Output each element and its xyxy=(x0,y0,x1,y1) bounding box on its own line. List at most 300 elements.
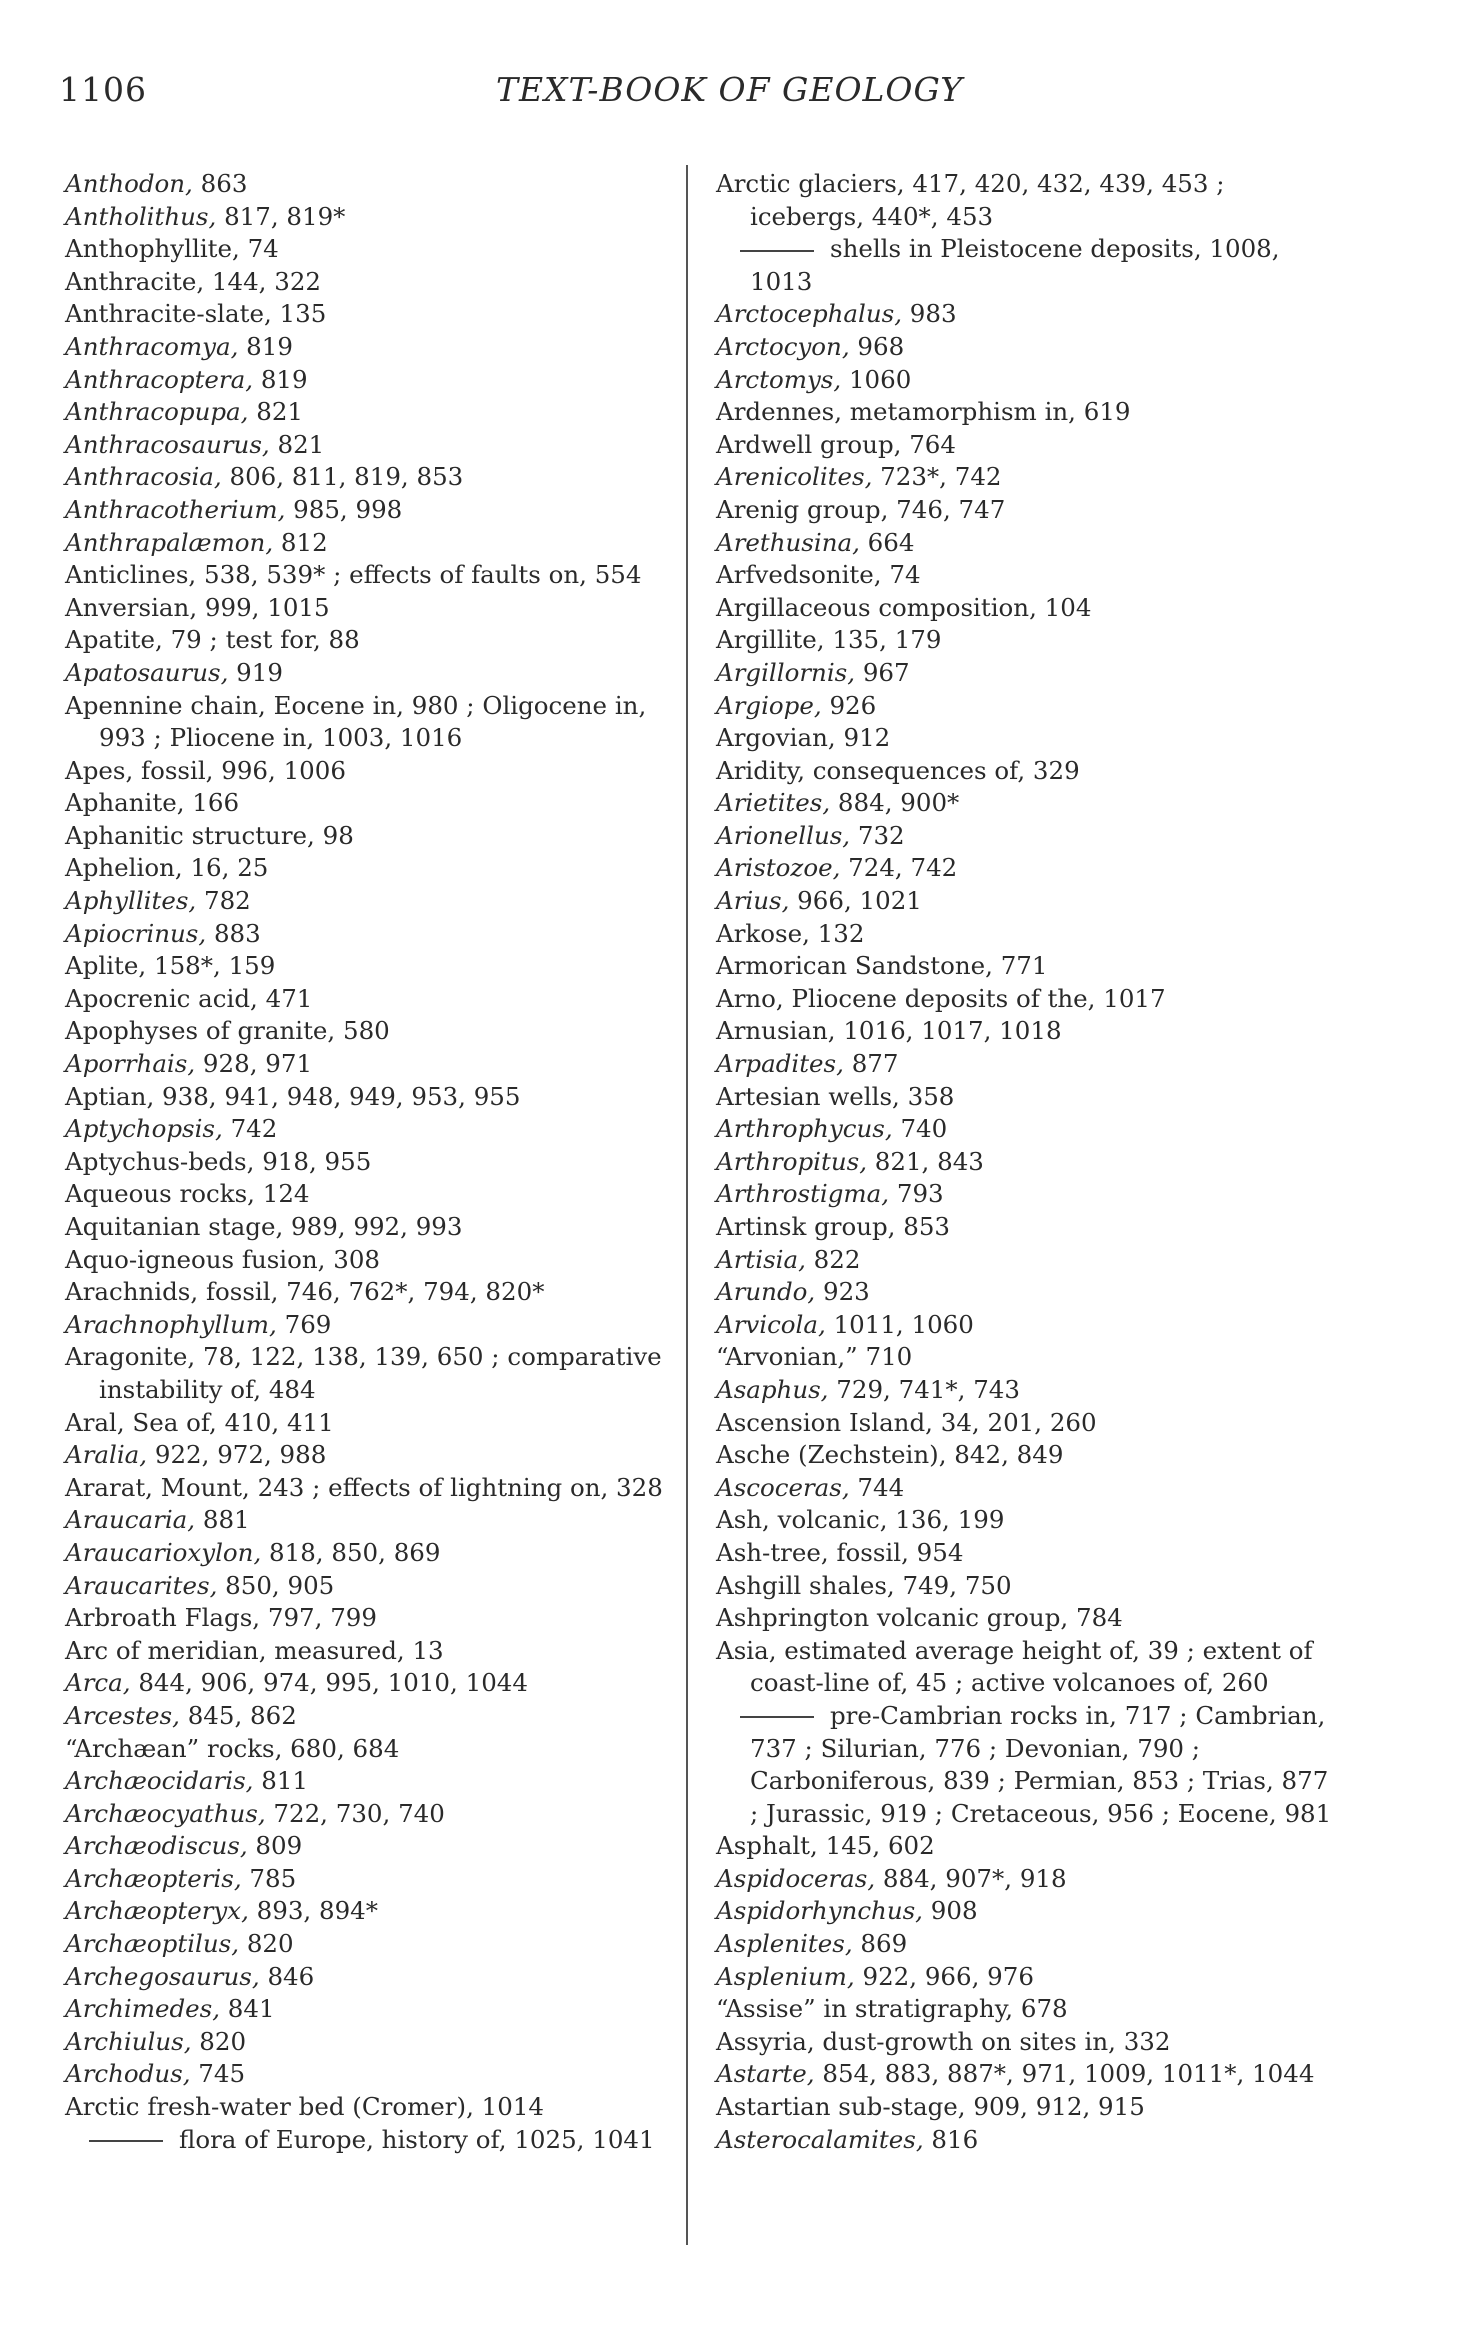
entry-references: 985, 998 xyxy=(285,494,403,524)
entry-heading: Ashgill shales, xyxy=(716,1570,895,1600)
index-entry xyxy=(716,527,1341,560)
entry-references: shells in Pleistocene deposits, 1008, 1013 xyxy=(750,234,1280,296)
entry-heading: Ardennes, xyxy=(716,397,843,427)
entry-references: 124 xyxy=(254,1179,310,1209)
entry-heading: Archæopteryx, xyxy=(65,1896,249,1926)
entry-heading: Aristozoe, xyxy=(716,853,841,883)
entry-references: 746, 747 xyxy=(888,494,1006,524)
entry-references: 74 xyxy=(881,560,921,590)
entry-heading: Asphalt, xyxy=(716,1831,818,1861)
index-entry xyxy=(65,1830,670,1863)
entry-references: 918, 955 xyxy=(254,1146,372,1176)
entry-references: 968 xyxy=(849,331,905,361)
index-entry xyxy=(716,1830,1341,1863)
entry-heading: Arietites, xyxy=(716,788,831,818)
entry-heading: Archodus, xyxy=(65,2059,191,2089)
index-entry xyxy=(65,233,670,266)
entry-references: 893, 894* xyxy=(248,1896,379,1926)
entry-heading: Aqueous rocks, xyxy=(65,1179,255,1209)
index-entry xyxy=(65,950,670,983)
entry-heading: Arca, xyxy=(65,1668,131,1698)
entry-heading: Ararat, xyxy=(65,1472,153,1502)
entry-references: 16, 25 xyxy=(182,853,269,883)
entry-references: 818, 850, 869 xyxy=(261,1537,441,1567)
index-entry xyxy=(65,1211,670,1244)
entry-heading: Aptychus-beds, xyxy=(65,1146,255,1176)
entry-references: 729, 741*, 743 xyxy=(828,1374,1020,1404)
entry-references: 877 xyxy=(843,1049,899,1079)
entry-references: 784 xyxy=(1068,1603,1123,1633)
entry-heading: Argovian, xyxy=(716,723,836,753)
entry-heading: “Archæan” xyxy=(65,1733,200,1763)
entry-references: 908 xyxy=(922,1896,978,1926)
entry-heading: Apocrenic acid, xyxy=(65,983,258,1013)
entry-references: 417, 420, 432, 439, 453 ; icebergs, 440*, 453 xyxy=(750,169,1225,231)
entry-heading: Arctic fresh-water bed xyxy=(65,2092,345,2122)
entry-heading: Aptian, xyxy=(65,1081,155,1111)
index-entry xyxy=(65,364,670,397)
entry-heading: Ascension Island, xyxy=(716,1407,933,1437)
entry-heading: Arthrophycus, xyxy=(716,1114,893,1144)
entry-references: rocks, 680, 684 xyxy=(199,1733,400,1763)
entry-heading: Argiope, xyxy=(716,690,822,720)
page-header xyxy=(0,70,1459,120)
entry-heading: Archæopteris, xyxy=(65,1863,242,1893)
entry-heading: Anthracosaurus, xyxy=(65,429,270,459)
entry-references: 841 xyxy=(220,1994,275,2024)
entry-references: 144, 322 xyxy=(204,266,321,296)
running-title: TEXT-BOOK OF GEOLOGY xyxy=(495,70,964,109)
entry-heading: Aquitanian stage, xyxy=(65,1212,284,1241)
index-entry xyxy=(716,1048,1341,1081)
entry-heading: Anthracite-slate, xyxy=(65,299,272,329)
entry-heading: Anthracopupa, xyxy=(65,397,249,427)
entry-references: 769 xyxy=(276,1309,332,1339)
entry-references: measured, 13 xyxy=(266,1635,444,1665)
index-entry xyxy=(65,1439,670,1472)
entry-references: 883 xyxy=(206,918,261,948)
entry-references: fossil, 954 xyxy=(828,1537,964,1567)
entry-references: 1011, 1060 xyxy=(825,1309,974,1339)
index-entry xyxy=(716,787,1341,820)
entry-references: 1016, 1017, 1018 xyxy=(835,1016,1062,1046)
entry-references: 816 xyxy=(923,2124,979,2154)
entry-heading: Arfvedsonite, xyxy=(716,560,882,590)
index-entry xyxy=(65,1178,670,1211)
entry-references: 806, 811, 819, 853 xyxy=(221,462,464,492)
index-entry xyxy=(65,559,670,592)
index-column-right xyxy=(716,168,1341,2156)
entry-references: 922, 972, 988 xyxy=(147,1440,327,1470)
entry-heading: Araucaria, xyxy=(65,1505,196,1535)
index-entry xyxy=(65,1537,670,1570)
entry-references: 710 xyxy=(857,1342,913,1372)
entry-references: 797, 799 xyxy=(260,1603,377,1633)
entry-heading: Asplenium, xyxy=(716,1961,855,1991)
entry-heading: Argillite, xyxy=(716,625,825,655)
entry-references: 135, 179 xyxy=(824,625,942,655)
index-entry xyxy=(65,331,670,364)
index-entry xyxy=(716,885,1341,918)
entry-references: 938, 941, 948, 949, 953, 955 xyxy=(154,1081,521,1111)
index-entry xyxy=(716,2026,1341,2059)
index-entry xyxy=(716,1015,1341,1048)
entry-references: 821 xyxy=(269,429,325,459)
index-entry xyxy=(716,1863,1341,1896)
entry-heading: Aridity, xyxy=(716,755,805,785)
index-entry xyxy=(716,331,1341,364)
index-entry xyxy=(716,1993,1341,2026)
entry-references: 782 xyxy=(196,886,251,916)
entry-heading: Araucarioxylon, xyxy=(65,1537,262,1567)
entry-heading: Anthracotherium, xyxy=(65,494,286,524)
entry-heading: Arthrostigma, xyxy=(716,1179,890,1209)
entry-references: 158*, 159 xyxy=(146,951,276,981)
index-entry xyxy=(716,1211,1341,1244)
entry-references: 742 xyxy=(222,1114,278,1144)
index-entry xyxy=(65,624,670,657)
entry-heading: Archæoptilus, xyxy=(65,1929,240,1959)
index-entry xyxy=(716,1504,1341,1537)
entry-references: 538, 539* ; effects of faults on, 554 xyxy=(196,560,642,590)
entry-references: 78, 122, 138, 139, 650 ; comparative instability of, 484 xyxy=(99,1342,662,1404)
index-entry xyxy=(716,559,1341,592)
index-entry xyxy=(65,1961,670,1994)
entry-references: in stratigraphy, 678 xyxy=(815,1994,1068,2024)
entry-references: 34, 201, 260 xyxy=(932,1407,1097,1437)
entry-heading: “Assise” xyxy=(716,1994,816,2024)
index-entry xyxy=(65,2026,670,2059)
index-entry xyxy=(65,1276,670,1309)
entry-references: 966, 1021 xyxy=(789,886,922,916)
index-entry xyxy=(65,1309,670,1342)
index-entry xyxy=(716,1146,1341,1179)
entry-heading: Apennine chain, xyxy=(65,690,266,720)
entry-heading: Arc of meridian, xyxy=(65,1635,267,1665)
entry-references: 811 xyxy=(253,1766,309,1796)
index-entry xyxy=(716,983,1341,1016)
index-entry xyxy=(716,592,1341,625)
entry-references: 854, 883, 887*, 971, 1009, 1011*, 1044 xyxy=(814,2059,1315,2089)
entry-references: fossil, 996, 1006 xyxy=(133,755,346,785)
entry-heading: Archimedes, xyxy=(65,1994,221,2024)
entry-references: (Zechstein), 842, 849 xyxy=(790,1440,1064,1470)
entry-references: Mount, 243 ; effects of lightning on, 328 xyxy=(152,1472,663,1502)
entry-references: 745 xyxy=(190,2059,246,2089)
index-column-left xyxy=(65,168,670,2156)
entry-references: 817, 819* xyxy=(216,201,346,231)
index-entry xyxy=(716,1341,1341,1374)
index-entry xyxy=(65,1570,670,1603)
index-entry xyxy=(716,852,1341,885)
entry-heading: Arvicola, xyxy=(716,1309,826,1339)
entry-heading: Arctocyon, xyxy=(716,331,850,361)
index-entry xyxy=(65,1798,670,1831)
repeat-dash xyxy=(740,250,814,252)
index-entry xyxy=(65,298,670,331)
index-entry xyxy=(716,298,1341,331)
entry-references: 785 xyxy=(241,1863,297,1893)
entry-heading: Anthodon, xyxy=(65,169,193,198)
index-entry xyxy=(65,1146,670,1179)
entry-heading: Anthracoptera, xyxy=(65,364,254,394)
entry-heading: Anthracite, xyxy=(65,266,205,296)
index-entry xyxy=(65,820,670,853)
entry-references: 740 xyxy=(892,1114,948,1144)
index-entry xyxy=(65,1765,670,1798)
entry-heading: Anthophyllite, xyxy=(65,234,240,264)
entry-heading: Aphanitic structure, xyxy=(65,820,315,850)
entry-references: 166 xyxy=(184,788,240,818)
index-entry xyxy=(716,722,1341,755)
entry-references: 821, 843 xyxy=(867,1146,984,1176)
entry-heading: Aplite, xyxy=(65,951,147,981)
entry-references: 850, 905 xyxy=(217,1570,335,1600)
entry-references: 989, 992, 993 xyxy=(283,1212,463,1241)
index-entry xyxy=(65,461,670,494)
entry-references: 809 xyxy=(247,1831,303,1861)
entry-references: 132 xyxy=(809,918,865,948)
index-entry xyxy=(65,787,670,820)
index-entry xyxy=(65,1667,670,1700)
entry-heading: Ascoceras, xyxy=(716,1472,850,1502)
entry-heading: Aragonite, xyxy=(65,1342,196,1372)
entry-heading: Argillaceous composition, xyxy=(716,592,1037,622)
index-entry xyxy=(716,820,1341,853)
entry-heading: Asplenites, xyxy=(716,1929,853,1959)
entry-heading: Arundo, xyxy=(716,1277,816,1307)
index-entry xyxy=(716,2091,1341,2124)
entry-references: 145, 602 xyxy=(817,1831,935,1861)
entry-heading: Anthracomya, xyxy=(65,331,239,361)
entry-heading: Artisia, xyxy=(716,1244,806,1274)
entry-references: (Cromer), 1014 xyxy=(344,2092,544,2122)
entry-references: 723*, 742 xyxy=(872,462,1002,492)
entry-heading: Aporrhais, xyxy=(65,1049,196,1079)
entry-references: 104 xyxy=(1036,592,1092,622)
entry-references: 724, 742 xyxy=(840,853,958,883)
index-entry xyxy=(716,1113,1341,1146)
entry-references: 79 ; test for, 88 xyxy=(162,625,360,655)
entry-references: 928, 971 xyxy=(195,1049,313,1079)
index-entry xyxy=(716,429,1341,462)
index-entry xyxy=(716,1961,1341,1994)
entry-heading: Astarte, xyxy=(716,2059,815,2089)
repeat-dash xyxy=(89,2140,163,2142)
index-entry xyxy=(716,2124,1341,2157)
entry-heading: Aralia, xyxy=(65,1440,148,1470)
entry-heading: Astartian sub-stage, xyxy=(716,2092,966,2122)
index-entry xyxy=(65,1407,670,1440)
entry-heading: Arctomys, xyxy=(716,364,842,394)
index-entry xyxy=(716,233,1341,298)
index-entry xyxy=(65,429,670,462)
entry-references: 912 xyxy=(835,723,891,753)
index-entry xyxy=(716,461,1341,494)
entry-references: 98 xyxy=(314,820,354,850)
entry-references: 999, 1015 xyxy=(197,592,330,622)
index-entry xyxy=(65,1504,670,1537)
entry-heading: Arachnids, xyxy=(65,1277,199,1307)
entry-references: 664 xyxy=(859,527,915,557)
entry-heading: Arthropitus, xyxy=(716,1146,867,1176)
index-entry xyxy=(65,1928,670,1961)
entry-heading: Ardwell group, xyxy=(716,429,902,459)
entry-references: 922, 966, 976 xyxy=(854,1961,1034,1991)
entry-heading: Aral, xyxy=(65,1407,125,1437)
index-entry xyxy=(65,885,670,918)
index-entry xyxy=(65,592,670,625)
index-entry xyxy=(65,1895,670,1928)
index-entry xyxy=(65,1602,670,1635)
entry-references: volcanic, 136, 199 xyxy=(769,1505,1005,1535)
entry-heading: Archæocidaris, xyxy=(65,1766,254,1796)
entry-references: estimated average height of, 39 ; extent of coast-line of, 45 ; active volcanoes of, 260 xyxy=(750,1635,1313,1698)
entry-heading: Apes, xyxy=(65,755,134,785)
entry-references: 926 xyxy=(821,690,877,720)
index-entry xyxy=(65,527,670,560)
index-entry xyxy=(65,1081,670,1114)
index-entry xyxy=(716,364,1341,397)
entry-heading: Arbroath Flags, xyxy=(65,1603,261,1633)
entry-references: 744 xyxy=(849,1472,905,1502)
entry-heading: Apatite, xyxy=(65,625,163,655)
index-entry xyxy=(65,1700,670,1733)
entry-heading: Armorican Sandstone, xyxy=(716,951,993,981)
entry-references: 967 xyxy=(855,657,910,687)
entry-references: 853 xyxy=(895,1212,951,1241)
entry-heading: Arachnophyllum, xyxy=(65,1309,277,1339)
entry-heading: Asterocalamites, xyxy=(716,2124,924,2154)
entry-heading: Artinsk group, xyxy=(716,1212,896,1241)
index-entry xyxy=(716,1928,1341,1961)
entry-references: 923 xyxy=(815,1277,870,1307)
index-entry xyxy=(65,396,670,429)
index-entry xyxy=(716,1602,1341,1635)
entry-references: 358 xyxy=(899,1081,955,1111)
entry-heading: Argillornis, xyxy=(716,657,856,687)
repeat-dash xyxy=(740,1716,814,1718)
entry-references: 884, 907*, 918 xyxy=(875,1863,1067,1893)
index-entry xyxy=(716,396,1341,429)
entry-references: 822 xyxy=(805,1244,861,1274)
entry-heading: Archæocyathus, xyxy=(65,1798,266,1828)
index-entry xyxy=(716,1276,1341,1309)
entry-heading: Arnusian, xyxy=(716,1016,836,1046)
index-entry xyxy=(65,1244,670,1277)
index-entry xyxy=(716,168,1341,233)
entry-heading: Araucarites, xyxy=(65,1570,218,1600)
index-entry xyxy=(65,266,670,299)
entry-heading: Aphanite, xyxy=(65,788,185,818)
entry-references: 884, 900* xyxy=(830,788,960,818)
index-entry xyxy=(65,1341,670,1406)
entry-heading: Aspidoceras, xyxy=(716,1863,876,1893)
entry-heading: Arenicolites, xyxy=(716,462,873,492)
index-entry xyxy=(65,1048,670,1081)
entry-references: 793 xyxy=(889,1179,944,1209)
entry-heading: Anthrapalæmon, xyxy=(65,527,274,557)
index-entry xyxy=(716,1570,1341,1603)
entry-references: 869 xyxy=(852,1929,908,1959)
entry-heading: Anversian, xyxy=(65,592,198,622)
entry-heading: Antholithus, xyxy=(65,201,217,231)
index-entry xyxy=(716,950,1341,983)
entry-heading: Anthracosia, xyxy=(65,462,222,492)
index-entry xyxy=(65,201,670,234)
entry-heading: Asaphus, xyxy=(716,1374,829,1404)
entry-heading: Aquo-igneous fusion, xyxy=(65,1244,326,1274)
entry-heading: Arpadites, xyxy=(716,1049,844,1079)
entry-heading: Arno, xyxy=(716,983,784,1013)
index-entry xyxy=(716,1081,1341,1114)
entry-heading: Aptychopsis, xyxy=(65,1114,223,1144)
entry-heading: Asia, xyxy=(716,1635,777,1665)
entry-references: 580 xyxy=(335,1016,390,1046)
entry-heading: Apophyses of granite, xyxy=(65,1016,336,1046)
entry-references: 819 xyxy=(238,331,293,361)
entry-heading: Archiulus, xyxy=(65,2026,192,2056)
index-entry xyxy=(65,657,670,690)
index-entry xyxy=(65,168,670,201)
entry-heading: Arctocephalus, xyxy=(716,299,902,329)
entry-references: 819 xyxy=(253,364,308,394)
index-entry xyxy=(65,494,670,527)
entry-references: Pliocene deposits of the, 1017 xyxy=(783,983,1166,1013)
entry-heading: Arethusina, xyxy=(716,527,860,557)
index-entry xyxy=(65,1472,670,1505)
entry-heading: Arkose, xyxy=(716,918,810,948)
entry-references: flora of Europe, history of, 1025, 1041 xyxy=(179,2124,655,2154)
entry-references: 919 xyxy=(228,657,283,687)
entry-references: 863 xyxy=(192,169,248,198)
entry-references: 881 xyxy=(195,1505,250,1535)
entry-references: 1060 xyxy=(841,364,912,394)
page-number: 1106 xyxy=(59,70,147,109)
entry-references: metamorphism in, 619 xyxy=(842,397,1131,427)
entry-references: 909, 912, 915 xyxy=(965,2092,1145,2122)
entry-references: 732 xyxy=(850,820,905,850)
index-entry xyxy=(65,1635,670,1668)
entry-heading: Arius, xyxy=(716,886,790,916)
entry-references: 846 xyxy=(259,1961,315,1991)
entry-heading: Apatosaurus, xyxy=(65,657,229,687)
index-entry xyxy=(65,1733,670,1766)
index-entry xyxy=(65,1993,670,2026)
index-entry xyxy=(65,1113,670,1146)
entry-heading: Archæodiscus, xyxy=(65,1831,248,1861)
index-entry xyxy=(716,1439,1341,1472)
index-entry xyxy=(65,918,670,951)
entry-heading: Archegosaurus, xyxy=(65,1961,260,1991)
index-entry xyxy=(65,755,670,788)
index-entry xyxy=(716,494,1341,527)
entry-references: 135 xyxy=(271,299,327,329)
index-entry xyxy=(716,1407,1341,1440)
entry-references: pre-Cambrian rocks in, 717 ; Cambrian, 737 ; Silurian, 776 ; Devonian, 790 ; Carboniferous, 839 ; Permian, 853 ; Trias, 877 ; Jurassic, 919 ; Cretaceous, 956 ; Eocene, 981 xyxy=(750,1700,1332,1828)
entry-heading: Aphelion, xyxy=(65,853,183,883)
index-entry xyxy=(65,983,670,1016)
entry-heading: Aphyllites, xyxy=(65,886,197,916)
index-entry xyxy=(65,690,670,755)
index-entry xyxy=(716,690,1341,723)
entry-references: 749, 750 xyxy=(894,1570,1012,1600)
index-entry xyxy=(716,1178,1341,1211)
index-entry xyxy=(716,918,1341,951)
index-entry xyxy=(65,1015,670,1048)
entry-references: 844, 906, 974, 995, 1010, 1044 xyxy=(130,1668,528,1698)
index-entry xyxy=(65,2124,670,2157)
